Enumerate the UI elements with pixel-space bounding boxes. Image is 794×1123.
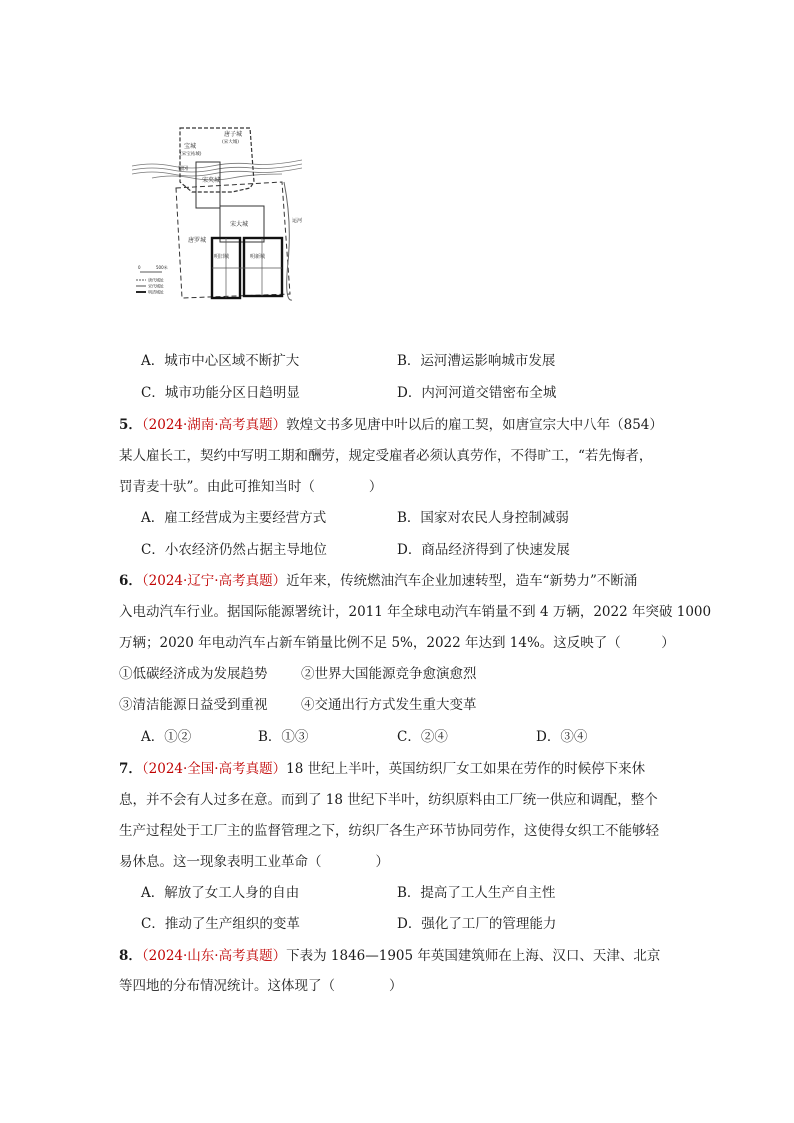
q6-item-2: ②世界大国能源竞争愈演愈烈 xyxy=(301,666,477,682)
q5-number: 5． xyxy=(119,417,142,433)
map-label: 宋大城 xyxy=(230,221,249,228)
svg-text:唐代城址: 唐代城址 xyxy=(148,277,164,283)
q8-stem-line2: 等四地的分布情况统计。这体现了（ ） xyxy=(119,978,403,994)
svg-text:500米: 500米 xyxy=(156,265,168,270)
svg-text:0: 0 xyxy=(138,265,141,270)
q6-source-tag: （2024·辽宁·高考真题） xyxy=(141,573,287,589)
map-label: (宋宝祐城) xyxy=(180,152,202,157)
q7-option-b: B．提高了工人生产自主性 xyxy=(397,885,556,901)
q7-stem-line3: 生产过程处于工厂主的监督管理之下，纺织厂各生产环节协同劳作，这使得女织工不能够轻 xyxy=(119,823,659,839)
map-label: 蜀冈 xyxy=(178,166,189,172)
q7-source-tag: （2024·全国·高考真题） xyxy=(141,761,287,777)
q5-option-b: B．国家对农民人身控制减弱 xyxy=(397,510,569,526)
q6-stem-line3: 万辆；2020 年电动汽车占新车销量比例不足 5%，2022 年达到 14%。这反映了（ ） xyxy=(119,635,675,651)
q6-stem-line2: 入电动汽车行业。据国际能源署统计，2011 年全球电动汽车销量不到 4 万辆，2022 年突破 1000 xyxy=(119,604,712,620)
q6-option-b: B．①③ xyxy=(258,729,309,745)
map-label: 唐罗城 xyxy=(188,237,207,244)
map-label: (宋大城) xyxy=(222,140,240,145)
map-label: 宋夹城 xyxy=(202,177,221,184)
svg-text:明清城址: 明清城址 xyxy=(148,289,164,295)
map-label: 运河 xyxy=(292,218,302,224)
q6-number: 6． xyxy=(119,573,142,589)
q5-source-tag: （2024·湖南·高考真题） xyxy=(141,417,287,433)
city-map-figure xyxy=(132,122,302,302)
q4-option-c: C．城市功能分区日趋明显 xyxy=(141,385,300,401)
q8-source-tag: （2024·山东·高考真题） xyxy=(141,948,287,964)
q5-text: 敦煌文书多见唐中叶以后的雇工契，如唐宣宗大中八年（854） xyxy=(286,417,663,433)
q6-item-1: ①低碳经济成为发展趋势 xyxy=(119,666,268,682)
q7-stem-line2: 息，并不会有人过多在意。而到了 18 世纪下半叶，纺织原料由工厂统一供应和调配，整个 xyxy=(119,792,658,808)
map-label: 唐子城 xyxy=(224,131,243,138)
q6-option-d: D．③④ xyxy=(536,729,588,745)
q5-option-d: D．商品经济得到了快速发展 xyxy=(397,542,570,558)
q6-item-3: ③清洁能源日益受到重视 xyxy=(119,697,268,713)
q4-option-b: B．运河漕运影响城市发展 xyxy=(397,353,556,369)
q8-text: 下表为 1846—1905 年英国建筑师在上海、汉口、天津、北京 xyxy=(286,948,661,964)
q7-stem-line4: 易休息。这一现象表明工业革命（ ） xyxy=(119,854,389,870)
q7-option-a: A．解放了女工人身的自由 xyxy=(141,885,300,901)
q8-stem-line1 xyxy=(119,946,660,966)
q6-stem-line1 xyxy=(119,571,637,591)
q7-option-c: C．推动了生产组织的变革 xyxy=(141,916,300,932)
q6-option-a: A．①② xyxy=(141,729,192,745)
map-label: 明新城 xyxy=(250,254,266,260)
q7-stem-line1 xyxy=(119,759,645,779)
q6-item-4: ④交通出行方式发生重大变革 xyxy=(301,697,477,713)
map-label: 明旧城 xyxy=(214,254,230,260)
q8-number: 8． xyxy=(119,948,142,964)
q7-option-d: D．强化了工厂的管理能力 xyxy=(397,916,557,932)
svg-text:宋代城址: 宋代城址 xyxy=(148,283,164,289)
q4-option-d: D．内河河道交错密布全城 xyxy=(397,385,557,401)
q6-option-c: C．②④ xyxy=(397,729,448,745)
q4-option-a: A．城市中心区域不断扩大 xyxy=(141,353,300,369)
q5-stem-line1 xyxy=(119,415,681,435)
q7-text: 18 世纪上半叶，英国纺织厂女工如果在劳作的时候停下来休 xyxy=(286,761,646,777)
q7-number: 7． xyxy=(119,761,142,777)
q5-option-c: C．小农经济仍然占据主导地位 xyxy=(141,542,327,558)
map-label: 宝城 xyxy=(184,143,197,150)
q5-stem-line2: 某人雇长工，契约中写明工期和酬劳，规定受雇者必须认真劳作，不得旷工，“若先悔者， xyxy=(119,448,653,464)
q5-option-a: A．雇工经营成为主要经营方式 xyxy=(141,510,327,526)
q5-stem-line3: 罚青麦十驮”。由此可推知当时（ ） xyxy=(119,479,383,495)
q6-text: 近年来，传统燃油汽车企业加速转型，造车“新势力”不断涌 xyxy=(286,573,638,589)
